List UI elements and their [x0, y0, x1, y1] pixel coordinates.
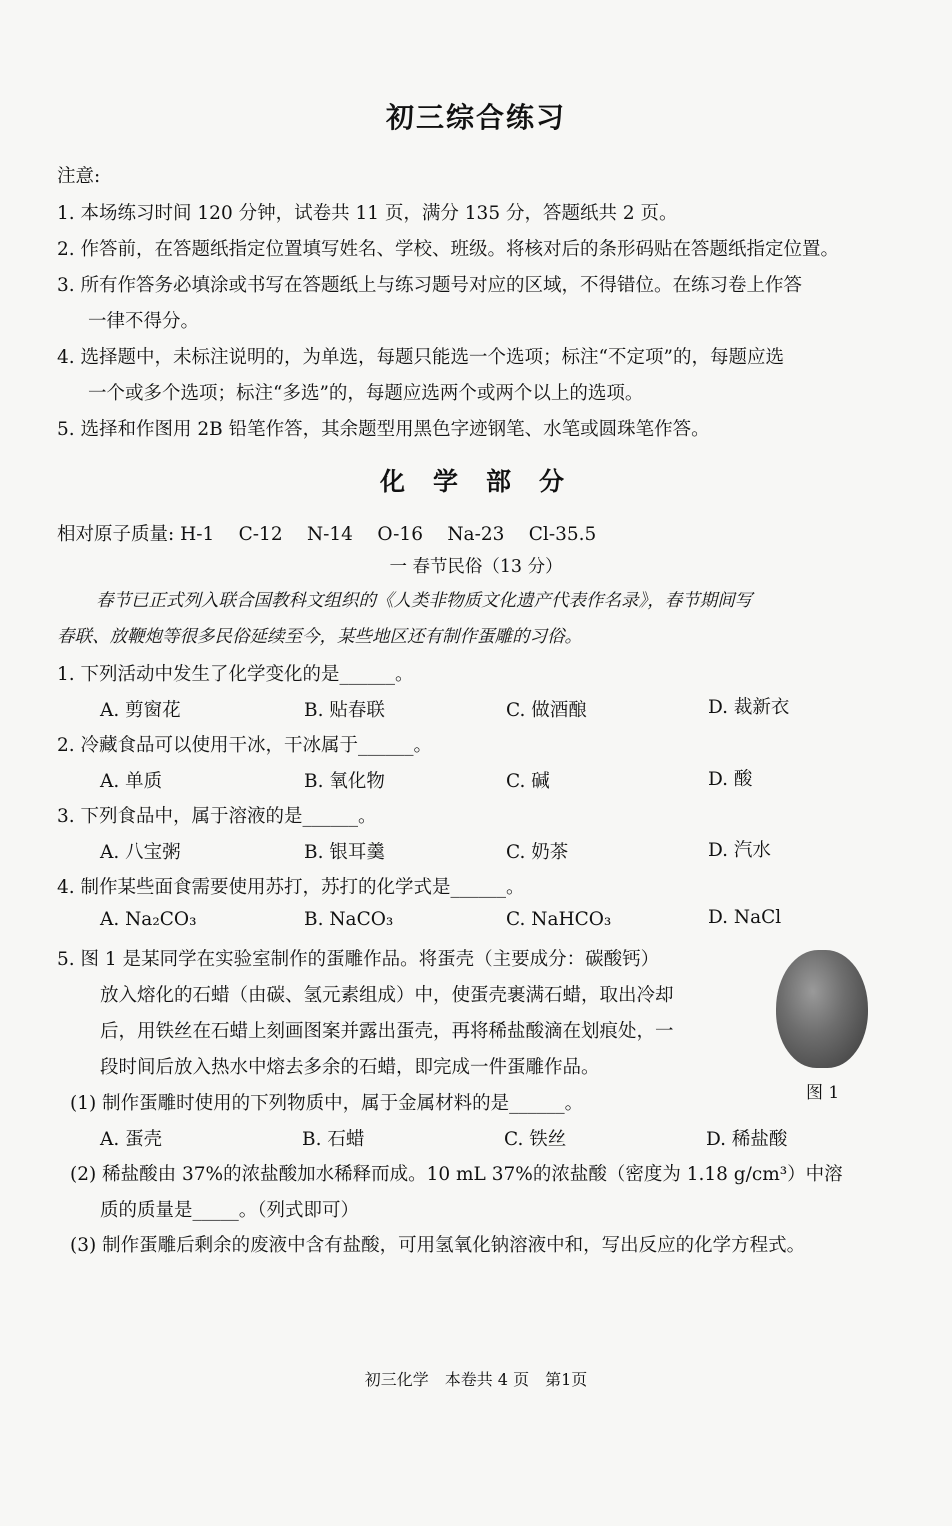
q5-sub1-option-d: D. 稀盐酸 — [706, 1129, 788, 1150]
q2-option-a: A. 单质 — [100, 771, 163, 792]
question-5-line-3: 后，用铁丝在石蜡上刻画图案并露出蛋壳，再将稀盐酸滴在划痕处，一 — [100, 1021, 674, 1042]
page-footer: 初三化学 本卷共 4 页 第1页 — [364, 1370, 588, 1389]
notes-heading: 注意: — [57, 166, 101, 187]
question-2-stem: 2. 冷藏食品可以使用干冰，干冰属于______。 — [57, 735, 433, 756]
q1-option-b: B. 贴春联 — [304, 700, 385, 721]
note-item-3-cont: 一律不得分。 — [88, 311, 200, 332]
q5-sub2-line-2: 质的质量是_____。（列式即可） — [100, 1200, 360, 1221]
q3-option-c: C. 奶茶 — [506, 842, 569, 863]
q2-option-b: B. 氧化物 — [304, 771, 385, 792]
q3-option-a: A. 八宝粥 — [100, 842, 181, 863]
page-title: 初三综合练习 — [385, 101, 566, 134]
q1-option-c: C. 做酒酿 — [506, 700, 587, 721]
question-5-line-1: 5. 图 1 是某同学在实验室制作的蛋雕作品。将蛋壳（主要成分：碳酸钙） — [57, 949, 660, 970]
question-5-line-4: 段时间后放入热水中熔去多余的石蜡，即完成一件蛋雕作品。 — [100, 1057, 600, 1078]
q1-option-a: A. 剪窗花 — [100, 700, 181, 721]
note-item-2: 2. 作答前，在答题纸指定位置填写姓名、学校、班级。将核对后的条形码贴在答题纸指定位置。 — [57, 239, 840, 260]
part-title: 一 春节民俗（13 分） — [389, 557, 563, 577]
intro-line-2: 春联、放鞭炮等很多民俗延续至今，某些地区还有制作蛋雕的习俗。 — [57, 627, 582, 647]
q5-sub1-stem: (1) 制作蛋雕时使用的下列物质中，属于金属材料的是______。 — [70, 1093, 584, 1114]
section-title: 化学部分 — [379, 467, 592, 496]
note-item-1: 1. 本场练习时间 120 分钟，试卷共 11 页，满分 135 分，答题纸共 2 页。 — [57, 203, 678, 224]
note-item-5: 5. 选择和作图用 2B 铅笔作答，其余题型用黑色字迹钢笔、水笔或圆珠笔作答。 — [57, 419, 710, 440]
atomic-mass-line: 相对原子质量: H-1 C-12 N-14 O-16 Na-23 Cl-35.5 — [57, 524, 597, 545]
q3-option-b: B. 银耳羹 — [304, 842, 385, 863]
q5-sub1-option-c: C. 铁丝 — [504, 1129, 567, 1150]
q5-sub3: (3) 制作蛋雕后剩余的废液中含有盐酸，可用氢氧化钠溶液中和，写出反应的化学方程式。 — [70, 1235, 806, 1256]
question-1-stem: 1. 下列活动中发生了化学变化的是______。 — [57, 664, 414, 685]
q4-option-a: A. Na₂CO₃ — [100, 909, 197, 930]
q2-option-c: C. 碱 — [506, 771, 550, 792]
note-item-4: 4. 选择题中，未标注说明的，为单选，每题只能选一个选项；标注“不定项”的，每题应选 — [57, 347, 784, 368]
figure-1-label: 图 1 — [806, 1083, 840, 1103]
q4-option-b: B. NaCO₃ — [304, 909, 394, 930]
question-3-stem: 3. 下列食品中，属于溶液的是______。 — [57, 806, 377, 827]
egg-carving-figure — [776, 950, 868, 1068]
q1-option-d: D. 裁新衣 — [708, 697, 790, 718]
note-item-4-cont: 一个或多个选项；标注“多选”的，每题应选两个或两个以上的选项。 — [88, 383, 644, 404]
q2-option-d: D. 酸 — [708, 769, 753, 790]
question-4-stem: 4. 制作某些面食需要使用苏打，苏打的化学式是______。 — [57, 877, 525, 898]
intro-line-1: 春节已正式列入联合国教科文组织的《人类非物质文化遗产代表作名录》，春节期间写 — [96, 591, 753, 611]
q3-option-d: D. 汽水 — [708, 840, 771, 861]
note-item-3: 3. 所有作答务必填涂或书写在答题纸上与练习题号对应的区域，不得错位。在练习卷上作答 — [57, 275, 803, 296]
q4-option-c: C. NaHCO₃ — [506, 909, 612, 930]
q4-option-d: D. NaCl — [708, 907, 782, 928]
q5-sub1-option-a: A. 蛋壳 — [100, 1129, 163, 1150]
question-5-line-2: 放入熔化的石蜡（由碳、氢元素组成）中，使蛋壳裹满石蜡，取出冷却 — [100, 985, 674, 1006]
q5-sub2-line-1: (2) 稀盐酸由 37%的浓盐酸加水稀释而成。10 mL 37%的浓盐酸（密度为 1.18 g/cm³）中溶 — [70, 1164, 843, 1185]
q5-sub1-option-b: B. 石蜡 — [302, 1129, 365, 1150]
